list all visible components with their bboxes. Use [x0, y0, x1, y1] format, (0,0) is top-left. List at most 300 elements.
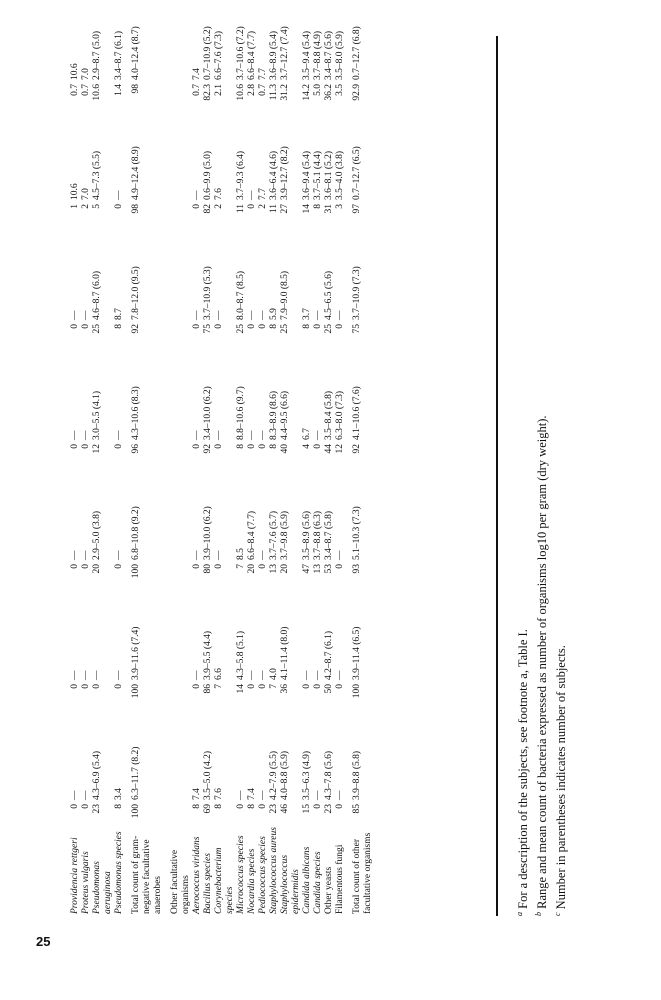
percent-cell: 10.6 [92, 84, 102, 101]
table-row [164, 0, 192, 916]
table-row [280, 0, 302, 916]
range-cell: 8.7 [114, 308, 124, 320]
range-cell: 2.9–8.7 (5.0) [92, 30, 102, 80]
percent-cell: 0 [92, 684, 102, 689]
percent-cell: 0.7 [70, 84, 80, 96]
range-cell: 3.7–12.7 (7.4) [280, 26, 290, 80]
range-cell: — [258, 550, 268, 560]
percent-cell: 0 [70, 684, 80, 689]
percent-cell: 69 [203, 804, 213, 814]
percent-cell: 98 [131, 204, 141, 214]
percent-cell: 40 [280, 444, 290, 454]
percent-cell: 0.7 [192, 84, 202, 96]
percent-cell: 0 [313, 684, 323, 689]
table-row [313, 0, 324, 916]
percent-cell: 0 [313, 324, 323, 329]
footnote-a-text: For a description of the subjects, see footnote a, Table I. [516, 629, 531, 909]
percent-cell: 25 [324, 324, 334, 334]
organism-name: Proteus vulgaris [81, 851, 91, 914]
percent-cell: 8 [313, 204, 323, 209]
range-cell [164, 704, 192, 802]
percent-cell: 0.7 [258, 84, 268, 96]
percent-cell: 0 [192, 444, 202, 449]
range-cell: 7.8–12.0 (9.5) [131, 266, 141, 320]
percent-cell: 97 [352, 204, 362, 214]
percent-cell: 80 [203, 564, 213, 574]
table-row [302, 0, 313, 916]
percent-cell [164, 82, 192, 104]
range-cell: 4.3–7.8 (5.6) [324, 750, 334, 800]
percent-cell: 0 [70, 804, 80, 809]
range-cell: 3.5–6.3 (4.9) [302, 750, 312, 800]
range-cell: 6.6–8.4 (7.7) [247, 510, 257, 560]
percent-cell: 92 [352, 444, 362, 454]
percent-cell: 0 [214, 444, 224, 449]
range-cell: 0.7–10.9 (5.2) [203, 26, 213, 80]
percent-cell: 25 [92, 324, 102, 334]
table-row [269, 0, 280, 916]
range-cell: — [114, 550, 124, 560]
footnote-mark-b: b [534, 912, 544, 916]
table-row [258, 0, 269, 916]
percent-cell: 8 [214, 804, 224, 809]
percent-cell: 31.2 [280, 84, 290, 101]
range-cell: 8.5 [236, 548, 246, 560]
organism-name: Providencia rettgeri [70, 837, 80, 914]
range-cell: 7.0 [81, 188, 91, 200]
percent-cell: 0 [114, 684, 124, 689]
percent-cell: 75 [352, 324, 362, 334]
percent-cell: 100 [131, 684, 141, 699]
range-cell [164, 584, 192, 682]
organism-name: Other yeasts [324, 866, 334, 914]
percent-cell [164, 682, 192, 704]
table-row [335, 0, 346, 916]
range-cell [164, 104, 192, 202]
percent-cell: 23 [269, 804, 279, 814]
percent-cell: 0 [313, 804, 323, 809]
percent-cell: 100 [352, 684, 362, 699]
footnote-mark-c: c [553, 912, 563, 916]
range-cell: — [92, 670, 102, 680]
percent-cell: 0 [70, 444, 80, 449]
percent-cell: 2 [258, 204, 268, 209]
percent-cell: 0 [335, 684, 345, 689]
percent-cell: 7 [214, 684, 224, 689]
range-cell: — [335, 790, 345, 800]
table-row [247, 0, 258, 916]
percent-cell: 0 [70, 564, 80, 569]
range-cell: 6.3–11.7 (8.2) [131, 746, 141, 800]
range-cell: 3.5–8.4 (5.8) [324, 390, 334, 440]
percent-cell: 93 [352, 564, 362, 574]
range-cell: 3.5–9.4 (5.4) [302, 30, 312, 80]
percent-cell: 5 [92, 204, 102, 209]
range-cell: 4.0–8.8 (5.9) [280, 750, 290, 800]
percent-cell: 7 [269, 684, 279, 689]
percent-cell: 0.7 [81, 84, 91, 96]
range-cell: — [313, 430, 323, 440]
percent-cell: 10.6 [236, 84, 246, 101]
organism-name: Bacillus species [203, 853, 213, 914]
organism-name: Pediococcus species [258, 836, 268, 914]
range-cell: — [192, 310, 202, 320]
percent-cell: 12 [335, 444, 345, 454]
range-cell: 5.1–10.3 (7.3) [352, 506, 362, 560]
percent-cell: 3 [335, 204, 345, 209]
percent-cell: 13 [269, 564, 279, 574]
percent-cell: 31 [324, 204, 334, 214]
footnote-b [531, 36, 550, 916]
percent-cell: 13 [313, 564, 323, 574]
percent-cell: 0 [258, 444, 268, 449]
range-cell: — [247, 190, 257, 200]
percent-cell: 4 [302, 444, 312, 449]
percent-cell: 53 [324, 564, 334, 574]
percent-cell: 25 [280, 324, 290, 334]
range-cell: 3.9–10.0 (6.2) [203, 506, 213, 560]
percent-cell: 3.5 [335, 84, 345, 96]
range-cell: 8.8–10.6 (9.7) [236, 386, 246, 440]
percent-cell: 11 [269, 204, 279, 214]
percent-cell: 20 [280, 564, 290, 574]
range-cell: 8.3–8.9 (8.6) [269, 390, 279, 440]
organism-name: Pseudomonas aeruginosa [92, 861, 113, 914]
percent-cell: 23 [324, 804, 334, 814]
range-cell: 7.0 [81, 68, 91, 80]
percent-cell [164, 442, 192, 464]
range-cell: — [247, 670, 257, 680]
percent-cell: 0 [81, 444, 91, 449]
percent-cell: 0 [70, 324, 80, 329]
percent-cell: 0 [192, 564, 202, 569]
range-cell: 3.5–4.0 (3.8) [335, 150, 345, 200]
percent-cell: 23 [92, 804, 102, 814]
percent-cell: 86 [203, 684, 213, 694]
percent-cell: 0 [335, 804, 345, 809]
range-cell: 3.0–5.5 (4.1) [92, 390, 102, 440]
range-cell: 7.4 [247, 788, 257, 800]
range-cell: 3.9–11.4 (6.5) [352, 626, 362, 680]
percent-cell: 82 [203, 204, 213, 214]
range-cell: 3.7–8.8 (4.9) [313, 30, 323, 80]
range-cell: — [335, 310, 345, 320]
percent-cell: 46 [280, 804, 290, 814]
page-number: 25 [36, 934, 51, 949]
percent-cell: 2.1 [214, 84, 224, 96]
range-cell: 3.7–10.9 (7.3) [352, 266, 362, 320]
range-cell: — [335, 550, 345, 560]
table-row [203, 0, 214, 916]
percent-cell: 92.9 [352, 84, 362, 101]
percent-cell: 0 [247, 324, 257, 329]
percent-cell: 0 [214, 324, 224, 329]
percent-cell: 1.4 [114, 84, 124, 96]
range-cell: — [258, 670, 268, 680]
range-cell: — [214, 310, 224, 320]
range-cell: 3.7 [302, 308, 312, 320]
range-cell: 10.6 [70, 63, 80, 80]
footnote-c [550, 36, 569, 916]
organism-name: Corynebacterium species [214, 847, 235, 914]
range-cell: 7.7 [258, 188, 268, 200]
range-cell: 4.1–10.6 (7.6) [352, 386, 362, 440]
range-cell: — [247, 310, 257, 320]
organism-name: Staphylococcus epidermidis [280, 854, 301, 914]
range-cell: 4.2–7.9 (5.5) [269, 750, 279, 800]
range-cell: — [114, 430, 124, 440]
range-cell: 6.6 [214, 668, 224, 680]
percent-cell: 82.3 [203, 84, 213, 101]
range-cell: — [70, 550, 80, 560]
percent-cell: 0 [192, 684, 202, 689]
table-row [236, 0, 247, 916]
percent-cell: 25 [236, 324, 246, 334]
range-cell: — [302, 670, 312, 680]
range-cell: 6.6–7.6 (7.3) [214, 30, 224, 80]
percent-cell: 85 [352, 804, 362, 814]
range-cell: 3.7–5.1 (4.4) [313, 150, 323, 200]
percent-cell: 0 [114, 564, 124, 569]
percent-cell: 0 [81, 564, 91, 569]
range-cell: 4.4–9.5 (6.6) [280, 390, 290, 440]
percent-cell: 8 [302, 324, 312, 329]
range-cell: — [81, 550, 91, 560]
range-cell: 4.0–12.4 (8.7) [131, 26, 141, 80]
range-cell: — [70, 310, 80, 320]
range-cell: 3.4 [114, 788, 124, 800]
percent-cell: 8 [114, 804, 124, 809]
percent-cell: 14 [302, 204, 312, 214]
organism-name: Total count of other facultative organisms [352, 832, 373, 914]
percent-cell: 0 [313, 444, 323, 449]
table-row [214, 0, 236, 916]
percent-cell: 100 [131, 804, 141, 819]
range-cell: 3.6–8.9 (5.4) [269, 30, 279, 80]
range-cell: 6.8–10.8 (9.2) [131, 506, 141, 560]
footnotes [512, 36, 569, 916]
percent-cell [164, 562, 192, 584]
percent-cell [164, 202, 192, 224]
range-cell: — [192, 670, 202, 680]
percent-cell: 100 [131, 564, 141, 579]
organism-name: Candida species [313, 851, 323, 914]
percent-cell: 14.2 [302, 84, 312, 101]
range-cell: 4.0 [269, 668, 279, 680]
table-bottom-rule [496, 36, 498, 916]
range-cell: 3.5–8.9 (5.6) [302, 510, 312, 560]
range-cell: 7.4 [192, 788, 202, 800]
range-cell: 6.7 [302, 428, 312, 440]
range-cell: 0.6–9.9 (5.0) [203, 150, 213, 200]
range-cell: — [70, 790, 80, 800]
range-cell: — [81, 670, 91, 680]
range-cell: — [313, 670, 323, 680]
range-cell: 4.3–5.8 (5.1) [236, 630, 246, 680]
range-cell: 7.7 [258, 68, 268, 80]
range-cell: 0.7–12.7 (6.8) [352, 26, 362, 80]
percent-cell: 0 [258, 684, 268, 689]
table-row [125, 0, 164, 916]
range-cell: — [192, 430, 202, 440]
organism-table-body [70, 0, 374, 916]
range-cell: — [258, 430, 268, 440]
range-cell: 3.7–7.6 (5.7) [269, 510, 279, 560]
range-cell: 4.5–7.3 (5.5) [92, 150, 102, 200]
range-cell: 3.7–10.6 (7.2) [236, 26, 246, 80]
footnote-mark-a: a [515, 912, 524, 916]
range-cell: 7.9–9.0 (8.5) [280, 270, 290, 320]
percent-cell: 11 [236, 204, 246, 214]
range-cell: 10.6 [70, 183, 80, 200]
percent-cell: 2.8 [247, 84, 257, 96]
percent-cell: 8 [114, 324, 124, 329]
percent-cell: 0 [81, 324, 91, 329]
range-cell [164, 464, 192, 562]
percent-cell: 0 [192, 204, 202, 209]
percent-cell: 50 [324, 684, 334, 694]
range-cell: — [81, 430, 91, 440]
range-cell: 6.6–8.4 (7.7) [247, 30, 257, 80]
range-cell [164, 224, 192, 322]
percent-cell [164, 322, 192, 344]
organism-name: Candida albicans [302, 846, 312, 914]
range-cell: 3.4–8.7 (6.1) [114, 30, 124, 80]
range-cell [164, 344, 192, 442]
range-cell: — [70, 430, 80, 440]
percent-cell: 0 [302, 684, 312, 689]
percent-cell: 11.3 [269, 84, 279, 101]
percent-cell: 0 [247, 204, 257, 209]
range-cell: 3.5–8.0 (5.9) [335, 30, 345, 80]
percent-cell: 36.2 [324, 84, 334, 101]
table-row [324, 0, 335, 916]
percent-cell: 8 [192, 804, 202, 809]
range-cell: 6.3–8.0 (7.3) [335, 390, 345, 440]
range-cell: 4.6–8.7 (6.0) [92, 270, 102, 320]
organism-name: Aerococcus viridans [192, 836, 202, 914]
percent-cell: 20 [247, 564, 257, 574]
range-cell: 3.9–12.7 (8.2) [280, 146, 290, 200]
percent-cell: 0 [247, 444, 257, 449]
percent-cell: 96 [131, 444, 141, 454]
range-cell: 3.9–11.6 (7.4) [131, 626, 141, 680]
range-cell: — [236, 790, 246, 800]
range-cell: — [192, 550, 202, 560]
table-row [92, 0, 114, 916]
range-cell: — [114, 190, 124, 200]
range-cell: — [114, 670, 124, 680]
table-row [81, 0, 92, 916]
range-cell: 2.9–5.0 (3.8) [92, 510, 102, 560]
range-cell: 4.9–12.4 (8.9) [131, 146, 141, 200]
table-row [114, 0, 125, 916]
percent-cell: 47 [302, 564, 312, 574]
percent-cell: 0 [258, 804, 268, 809]
range-cell: — [214, 430, 224, 440]
percent-cell: 8 [247, 804, 257, 809]
organism-name: Micrococcus species [236, 835, 246, 914]
table-row [70, 0, 81, 916]
percent-cell: 1 [70, 204, 80, 209]
range-cell: — [335, 670, 345, 680]
range-cell: 3.9–8.8 (5.8) [352, 750, 362, 800]
range-cell: 3.4–8.7 (5.6) [324, 30, 334, 80]
range-cell: — [258, 790, 268, 800]
percent-cell: 92 [131, 324, 141, 334]
range-cell: 3.6–9.4 (5.4) [302, 150, 312, 200]
percent-cell: 7 [236, 564, 246, 569]
range-cell: 5.9 [269, 308, 279, 320]
percent-cell: 44 [324, 444, 334, 454]
range-cell: 3.6–6.4 (4.6) [269, 150, 279, 200]
percent-cell: 98 [131, 84, 141, 94]
table-row [346, 0, 374, 916]
range-cell: 3.9–5.5 (4.4) [203, 630, 213, 680]
range-cell: — [81, 310, 91, 320]
range-cell: — [70, 670, 80, 680]
organism-name: Pseudomonas species [114, 831, 124, 914]
percent-cell: 20 [92, 564, 102, 574]
footnote-c-text: Number in parentheses indicates number of subjects. [554, 645, 569, 910]
percent-cell: 8 [269, 324, 279, 329]
percent-cell: 0 [236, 804, 246, 809]
percent-cell: 0 [258, 564, 268, 569]
range-cell: 3.6–8.1 (5.2) [324, 150, 334, 200]
range-cell: 3.7–9.3 (6.4) [236, 150, 246, 200]
range-cell [164, 0, 192, 82]
range-cell: 4.3–6.9 (5.4) [92, 750, 102, 800]
percent-cell: 0 [214, 564, 224, 569]
percent-cell: 2 [214, 204, 224, 209]
footnote-b-text: Range and mean count of bacteria expressed as number of organisms log10 per gram (dry weight). [535, 415, 550, 909]
percent-cell: 12 [92, 444, 102, 454]
range-cell: 3.7–10.9 (5.3) [203, 266, 213, 320]
percent-cell: 5.0 [313, 84, 323, 96]
range-cell: — [247, 430, 257, 440]
table-row [192, 0, 203, 916]
range-cell: 7.4 [192, 68, 202, 80]
percent-cell: 15 [302, 804, 312, 814]
percent-cell: 0 [114, 204, 124, 209]
range-cell: 7.6 [214, 788, 224, 800]
percent-cell: 14 [236, 684, 246, 694]
organism-name: Other facultative organisms [170, 849, 191, 914]
range-cell: — [214, 550, 224, 560]
footnote-a [512, 36, 531, 916]
percent-cell: 8 [269, 444, 279, 449]
percent-cell: 75 [203, 324, 213, 334]
percent-cell: 0 [81, 804, 91, 809]
range-cell: 4.1–11.4 (8.0) [280, 626, 290, 680]
range-cell: — [192, 190, 202, 200]
percent-cell: 2 [81, 204, 91, 209]
percent-cell: 0 [258, 324, 268, 329]
percent-cell: 0 [192, 324, 202, 329]
organism-table [70, 0, 374, 916]
organism-name: Nocardia species [247, 848, 257, 914]
range-cell: 3.5–5.0 (4.2) [203, 750, 213, 800]
percent-cell: 0 [335, 564, 345, 569]
percent-cell: 8 [236, 444, 246, 449]
range-cell: 0.7–12.7 (6.5) [352, 146, 362, 200]
range-cell: — [81, 790, 91, 800]
percent-cell: 0 [81, 684, 91, 689]
percent-cell: 0 [335, 324, 345, 329]
range-cell: — [313, 790, 323, 800]
range-cell: 3.7–9.8 (5.9) [280, 510, 290, 560]
range-cell: 7.6 [214, 188, 224, 200]
